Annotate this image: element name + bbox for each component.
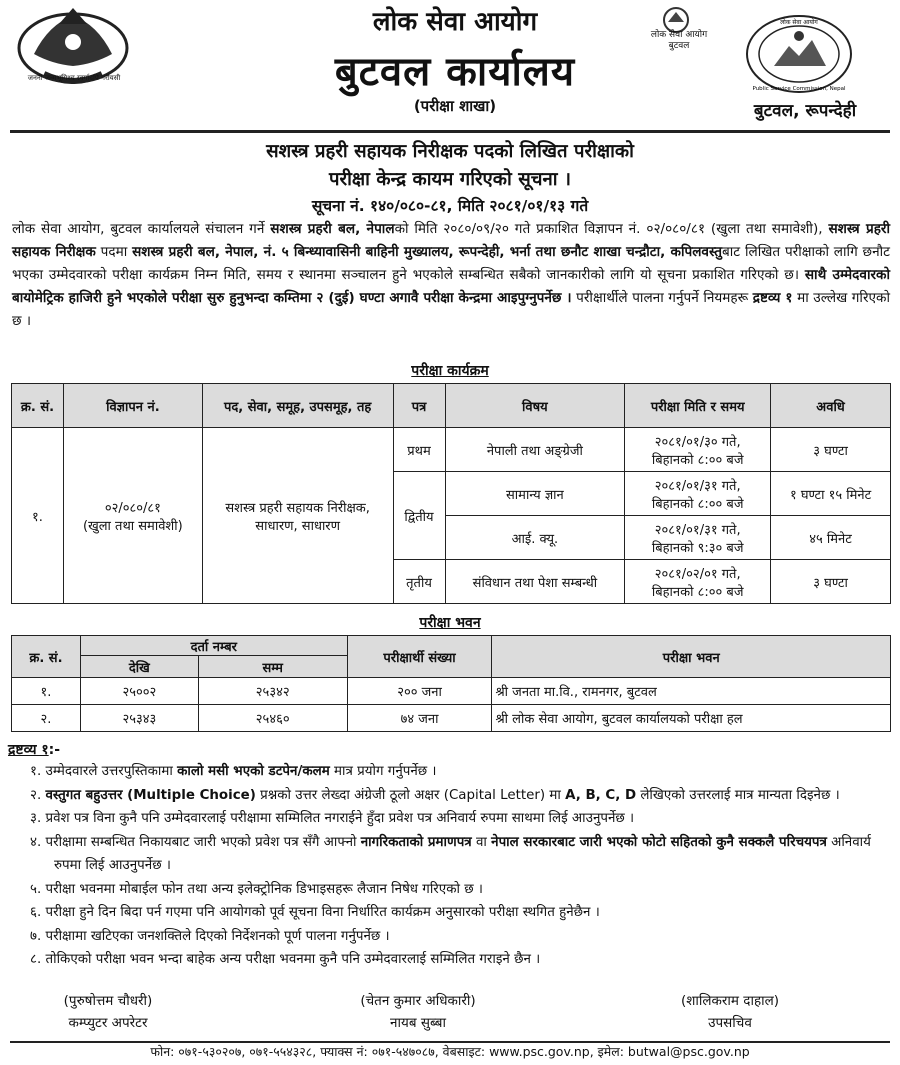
note-text: वा	[471, 834, 492, 850]
intro-text: पदमा	[95, 244, 133, 260]
table-row	[12, 678, 891, 705]
intro-text: मा उल्लेख गरिएको छ ।	[12, 290, 890, 329]
intro-bold: सशस्त्र प्रहरी बल, नेपाल	[270, 221, 395, 237]
duration-cell: ३ घण्टा	[771, 560, 891, 604]
datetime-cell: २०८१/०१/३० गते, बिहानको ८:०० बजे	[625, 428, 771, 472]
note-item	[30, 925, 885, 949]
paper-cell: प्रथम	[393, 428, 445, 472]
emblem-caption: जननी जन्मभूमिश्च स्वर्गादपि गरीयसी	[27, 74, 121, 82]
note-item	[30, 901, 885, 925]
letterhead	[0, 0, 900, 130]
intro-bold: द्रष्टव्य १	[752, 290, 793, 306]
note-text: प्रश्नको उत्तर लेख्दा अंग्रेजी ठूलो अक्षर (Capital Letter) मा	[255, 787, 566, 803]
from-cell: २५००२	[80, 678, 198, 705]
note-text: परीक्षामा खटिएका जनशक्तिले दिएको निर्देशनको पूर्ण पालना गर्नुपर्नेछ ।	[45, 928, 390, 944]
note-item	[30, 948, 885, 972]
note-number: ६.	[30, 905, 46, 920]
footer-contact: फोन: ०७१-५३०२०७, ०७१-५५४३२८, फ्याक्स नं: ०७१-५४७०८७, वेबसाइट: www.psc.gov.np, इमेल: butwal@psc.gov.np	[150, 1044, 750, 1059]
col-serial: क्र. सं.	[12, 384, 64, 428]
serial-cell: १.	[12, 428, 64, 604]
office-name: बुटवल कार्यालय	[334, 49, 576, 95]
note-number: २.	[30, 787, 46, 803]
serial-cell: २.	[12, 705, 81, 732]
note-text: परीक्षामा सम्बन्धित निकायबाट जारी भएको प्रवेश पत्र सँगै आफ्नो	[45, 834, 361, 850]
nepal-emblem-icon	[14, 4, 132, 84]
note-text: वस्तुगत बहुउत्तर (Multiple Choice)	[45, 787, 256, 803]
note-text: कालो मसी भएको डटपेन/कलम	[177, 764, 330, 779]
note-item	[30, 760, 885, 784]
col-to: सम्म	[198, 656, 347, 678]
note-text: नागरिकताको प्रमाणपत्र	[360, 834, 472, 850]
datetime-cell: २०८१/०२/०१ गते, बिहानको ८:०० बजे	[625, 560, 771, 604]
note-number: १.	[30, 764, 46, 779]
col-post: पद, सेवा, समूह, उपसमूह, तह	[202, 384, 393, 428]
org-name: लोक सेवा आयोग	[372, 7, 538, 37]
small-emblem-caption: लोक सेवा आयोग बुटवल	[650, 30, 708, 51]
venue-table	[11, 635, 891, 732]
notes-list	[30, 760, 885, 972]
subject-cell: संविधान तथा पेशा सम्बन्धी	[445, 560, 625, 604]
signatory-name: (पुरुषोत्तम चौधरी)	[63, 993, 153, 1009]
schedule-header-row	[12, 384, 891, 428]
datetime-cell: २०८१/०१/३१ गते, बिहानको ९:३० बजे	[625, 516, 771, 560]
venue-header-row	[12, 636, 891, 656]
count-cell: ७४ जना	[347, 705, 492, 732]
office-location: बुटवल, रूपन्देही	[753, 101, 857, 121]
to-cell: २५३४२	[198, 678, 347, 705]
note-number: ४.	[30, 834, 46, 850]
note-item	[30, 831, 885, 878]
col-serial: क्र. सं.	[12, 636, 81, 678]
schedule-table	[11, 383, 891, 604]
branch-name: (परीक्षा शाखा)	[413, 97, 497, 115]
intro-text: बाट लिखित परीक्षाको लागि छनौट भएका उम्मेदवारको परीक्षा कार्यक्रम निम्न मिति, समय र स्थानमा सञ्चालन हुने भएकोले सम्बन्धित सबैको जानकारीको लागि यो सूचना प्रकाशित गरिएको छ।	[12, 244, 890, 283]
header-divider	[10, 130, 890, 133]
note-number: ८.	[30, 952, 46, 967]
note-number: ५.	[30, 881, 46, 897]
table-row	[12, 705, 891, 732]
intro-bold: साथै उम्मेदवारको बायोमेट्रिक हाजिरी हुने भएकोले परीक्षा सुरु हुनुभन्दा कम्तिमा २ (दुई) घण्टा अगावै परीक्षा केन्द्रमा आइपुग्नुपर्नेछ ।	[12, 267, 891, 306]
note-number: ७.	[30, 928, 46, 944]
intro-paragraph	[12, 218, 890, 333]
notice-reference: सूचना नं. १४०/०८०-८१, मिति २०८१/०१/१३ गते	[311, 197, 589, 215]
subject-cell: सामान्य ज्ञान	[445, 472, 625, 516]
signature-block	[308, 990, 528, 1034]
note-text: उम्मेदवारले उत्तरपुस्तिकामा	[45, 764, 178, 779]
serial-cell: १.	[12, 678, 81, 705]
col-from: देखि	[80, 656, 198, 678]
duration-cell: ३ घण्टा	[771, 428, 891, 472]
hall-cell: श्री लोक सेवा आयोग, बुटवल कार्यालयको परीक्षा हल	[492, 705, 891, 732]
subject-cell: नेपाली तथा अङ्ग्रेजी	[445, 428, 625, 472]
col-datetime: परीक्षा मिति र समय	[625, 384, 771, 428]
signature-block	[0, 990, 218, 1034]
paper-cell: तृतीय	[393, 560, 445, 604]
paper-cell: द्वितीय	[393, 472, 445, 560]
count-cell: २०० जना	[347, 678, 492, 705]
signatory-title: कम्प्युटर अपरेटर	[68, 1015, 148, 1031]
intro-text: लोक सेवा आयोग, बुटवल कार्यालयले संचालन गर्ने	[12, 221, 271, 237]
psc-seal-icon	[744, 14, 854, 94]
col-subject: विषय	[445, 384, 625, 428]
note-text: अनिवार्य रुपमा लिई आउनुपर्नेछ ।	[54, 834, 871, 873]
col-advert: विज्ञापन नं.	[63, 384, 202, 428]
col-hall: परीक्षा भवन	[492, 636, 891, 678]
note-text: लेखिएको उत्तरलाई मात्र मान्यता दिइनेछ ।	[636, 787, 840, 803]
svg-text:लोक सेवा आयोग: लोक सेवा आयोग	[780, 19, 818, 26]
signatory-title: नायब सुब्बा	[390, 1015, 446, 1031]
col-count: परीक्षार्थी संख्या	[347, 636, 492, 678]
intro-text: परीक्षार्थीले पालना गर्नुपर्ने नियमहरू	[571, 290, 753, 306]
signature-block	[620, 990, 840, 1034]
to-cell: २५४६०	[198, 705, 347, 732]
table-row	[12, 428, 891, 472]
signatory-name: (चेतन कुमार अधिकारी)	[360, 993, 476, 1009]
notice-title	[60, 138, 840, 194]
intro-bold: सशस्त्र प्रहरी सहायक निरीक्षक	[12, 221, 891, 260]
note-number: ३.	[30, 811, 46, 826]
subject-cell: आई. क्यू.	[445, 516, 625, 560]
notes-heading: द्रष्टव्य १:-	[8, 742, 61, 758]
note-text: मात्र प्रयोग गर्नुपर्नेछ ।	[329, 764, 437, 779]
venue-heading: परीक्षा भवन	[419, 615, 481, 631]
note-text: नेपाल सरकारबाट जारी भएको फोटो सहितको कुनै सक्कलै परिचयपत्र	[491, 834, 827, 850]
note-text: तोकिएको परीक्षा भवन भन्दा बाहेक अन्य परीक्षा भवनमा कुनै पनि उम्मेदवारलाई सम्मिलित गराइने छैन ।	[45, 952, 541, 967]
note-item	[30, 878, 885, 902]
notice-title-line2: परीक्षा केन्द्र कायम गरिएको सूचना ।	[329, 169, 571, 190]
note-item	[30, 784, 885, 808]
col-paper: पत्र	[393, 384, 445, 428]
hall-cell: श्री जनता मा.वि., रामनगर, बुटवल	[492, 678, 891, 705]
intro-bold: सशस्त्र प्रहरी बल, नेपाल, नं. ५ बिन्ध्यावासिनी बाहिनी मुख्यालय, रूपन्देही, भर्ना तथा छनौट शाखा चन्द्रौटा, कपिलवस्तु	[132, 244, 723, 260]
col-duration: अवधि	[771, 384, 891, 428]
svg-text:Public Service Commission, Nep: Public Service Commission, Nepal	[752, 86, 846, 92]
notice-title-line1: सशस्त्र प्रहरी सहायक निरीक्षक पदको लिखित परीक्षाको	[266, 141, 634, 162]
signatory-name: (शालिकराम दाहाल)	[680, 993, 780, 1009]
from-cell: २५३४३	[80, 705, 198, 732]
col-registration: दर्ता नम्बर	[80, 636, 347, 656]
note-text: परीक्षा भवनमा मोबाईल फोन तथा अन्य इलेक्ट्रोनिक डिभाइसहरू लैजान निषेध गरिएको छ ।	[45, 881, 483, 897]
note-text: परीक्षा हुने दिन बिदा पर्न गएमा पनि आयोगको पूर्व सूचना विना निर्धारित कार्यक्रम अनुसारको परीक्षा स्थगित हुनेछैन ।	[45, 905, 600, 920]
schedule-heading: परीक्षा कार्यक्रम	[411, 363, 489, 379]
duration-cell: १ घण्टा १५ मिनेट	[771, 472, 891, 516]
post-cell: सशस्त्र प्रहरी सहायक निरीक्षक, साधारण, साधारण	[202, 428, 393, 604]
intro-text: को मिति २०८०/०९/२० गते प्रकाशित विज्ञापन नं. ०२/०८०/८१ (खुला तथा समावेशी),	[394, 221, 829, 237]
advert-cell: ०२/०८०/८१ (खुला तथा समावेशी)	[63, 428, 202, 604]
note-text: प्रवेश पत्र विना कुनै पनि उम्मेदवारलाई परीक्षामा सम्मिलित नगराईने हुँदा प्रवेश पत्र अनिवार्य रुपमा साथमा लिई आउनुपर्नेछ ।	[45, 811, 635, 826]
signatory-title: उपसचिव	[708, 1015, 752, 1031]
note-text: A, B, C, D	[565, 787, 637, 803]
duration-cell: ४५ मिनेट	[771, 516, 891, 560]
datetime-cell: २०८१/०१/३१ गते, बिहानको ८:०० बजे	[625, 472, 771, 516]
note-item	[30, 807, 885, 831]
